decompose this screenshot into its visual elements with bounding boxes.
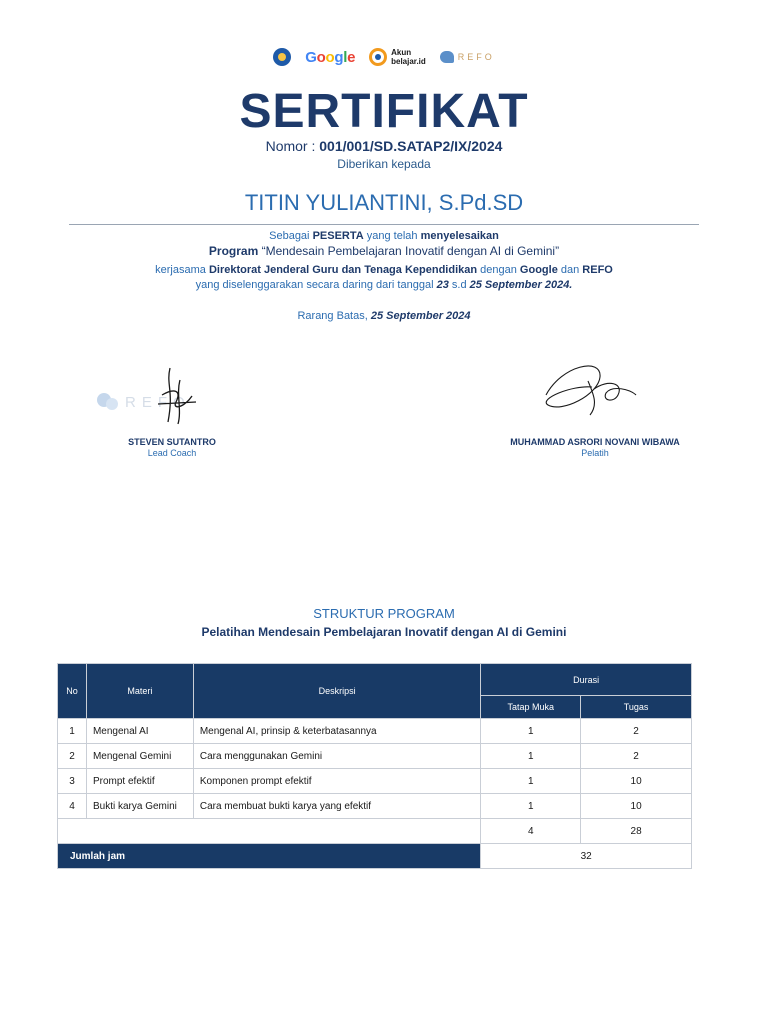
name-divider — [69, 224, 699, 225]
row-no: 1 — [58, 719, 87, 744]
google-logo: Google — [305, 48, 356, 66]
akun-logo-line1: Akun — [391, 48, 412, 57]
given-to-label: Diberikan kepada — [337, 157, 431, 171]
refo-logo — [440, 51, 495, 63]
partnership-line: kerjasama Direktorat Jenderal Guru dan Tenaga Kependidikan dengan Google dan REFO — [155, 264, 613, 276]
header-durasi: Durasi — [481, 664, 692, 696]
program-structure-table — [57, 663, 692, 869]
row-tugas: 2 — [581, 744, 692, 769]
row-materi: Mengenal Gemini — [86, 744, 193, 769]
signer-trainer — [480, 437, 710, 458]
akun-logo-line2: belajar.id — [391, 57, 426, 66]
program-line: Program “Mendesain Pembelajaran Inovatif dengan AI di Gemini” — [208, 244, 560, 258]
table-row — [58, 744, 692, 769]
subtotal-tugas: 28 — [581, 819, 692, 844]
signer-lead-coach — [100, 437, 244, 458]
refo-mark-icon — [440, 51, 454, 63]
row-tugas: 10 — [581, 794, 692, 819]
total-row — [58, 844, 692, 869]
row-tatap-muka: 1 — [481, 794, 581, 819]
row-no: 4 — [58, 794, 87, 819]
total-value: 32 — [481, 844, 692, 869]
subtotal-row — [58, 819, 692, 844]
header-materi: Materi — [86, 664, 193, 719]
row-deskripsi: Komponen prompt efektif — [193, 769, 481, 794]
trainer-signature — [532, 355, 652, 425]
svg-text:REFO: REFO — [125, 394, 191, 411]
table-row — [58, 769, 692, 794]
signer-name: STEVEN SUTANTRO — [128, 437, 216, 447]
date-range-line: yang diselenggarakan secara daring dari tanggal 23 s.d 25 September 2024. — [195, 279, 573, 291]
partner-logos — [0, 48, 768, 66]
header-no: No — [58, 664, 87, 719]
subtotal-blank — [58, 819, 481, 844]
signer-role: Pelatih — [581, 448, 609, 458]
row-materi: Prompt efektif — [86, 769, 193, 794]
structure-subtitle: Pelatihan Mendesain Pembelajaran Inovatif dengan AI di Gemini — [201, 625, 567, 639]
header-deskripsi: Deskripsi — [193, 664, 481, 719]
row-no: 3 — [58, 769, 87, 794]
header-tugas: Tugas — [581, 696, 692, 719]
row-tatap-muka: 1 — [481, 719, 581, 744]
row-deskripsi: Mengenal AI, prinsip & keterbatasannya — [193, 719, 481, 744]
total-label: Jumlah jam — [58, 844, 481, 869]
row-deskripsi: Cara menggunakan Gemini — [193, 744, 481, 769]
place-date-line: Rarang Batas, 25 September 2024 — [297, 310, 471, 322]
signer-role: Lead Coach — [147, 448, 197, 458]
signer-name: MUHAMMAD ASRORI NOVANI WIBAWA — [510, 437, 680, 447]
recipient-name: TITIN YULIANTINI, S.Pd.SD — [244, 190, 524, 215]
row-tugas: 10 — [581, 769, 692, 794]
certificate-title: SERTIFIKAT — [239, 85, 529, 138]
akun-belajar-logo — [369, 48, 426, 66]
row-materi: Bukti karya Gemini — [86, 794, 193, 819]
nomor-label: Nomor : — [265, 138, 316, 154]
table-row — [58, 794, 692, 819]
subtotal-tatap-muka: 4 — [481, 819, 581, 844]
akun-belajar-icon — [369, 48, 387, 66]
participant-line: Sebagai PESERTA yang telah menyelesaikan — [269, 230, 499, 242]
tut-wuri-handayani-logo-icon — [273, 48, 291, 66]
row-no: 2 — [58, 744, 87, 769]
structure-title: STRUKTUR PROGRAM — [313, 606, 455, 621]
header-tatap-muka: Tatap Muka — [481, 696, 581, 719]
row-materi: Mengenal AI — [86, 719, 193, 744]
nomor-value: 001/001/SD.SATAP2/IX/2024 — [319, 138, 503, 154]
refo-logo-text: REFO — [457, 52, 495, 62]
row-tatap-muka: 1 — [481, 769, 581, 794]
table-row — [58, 719, 692, 744]
row-tugas: 2 — [581, 719, 692, 744]
lead-coach-signature — [92, 360, 252, 430]
certificate-number — [0, 138, 768, 154]
row-tatap-muka: 1 — [481, 744, 581, 769]
row-deskripsi: Cara membuat bukti karya yang efektif — [193, 794, 481, 819]
